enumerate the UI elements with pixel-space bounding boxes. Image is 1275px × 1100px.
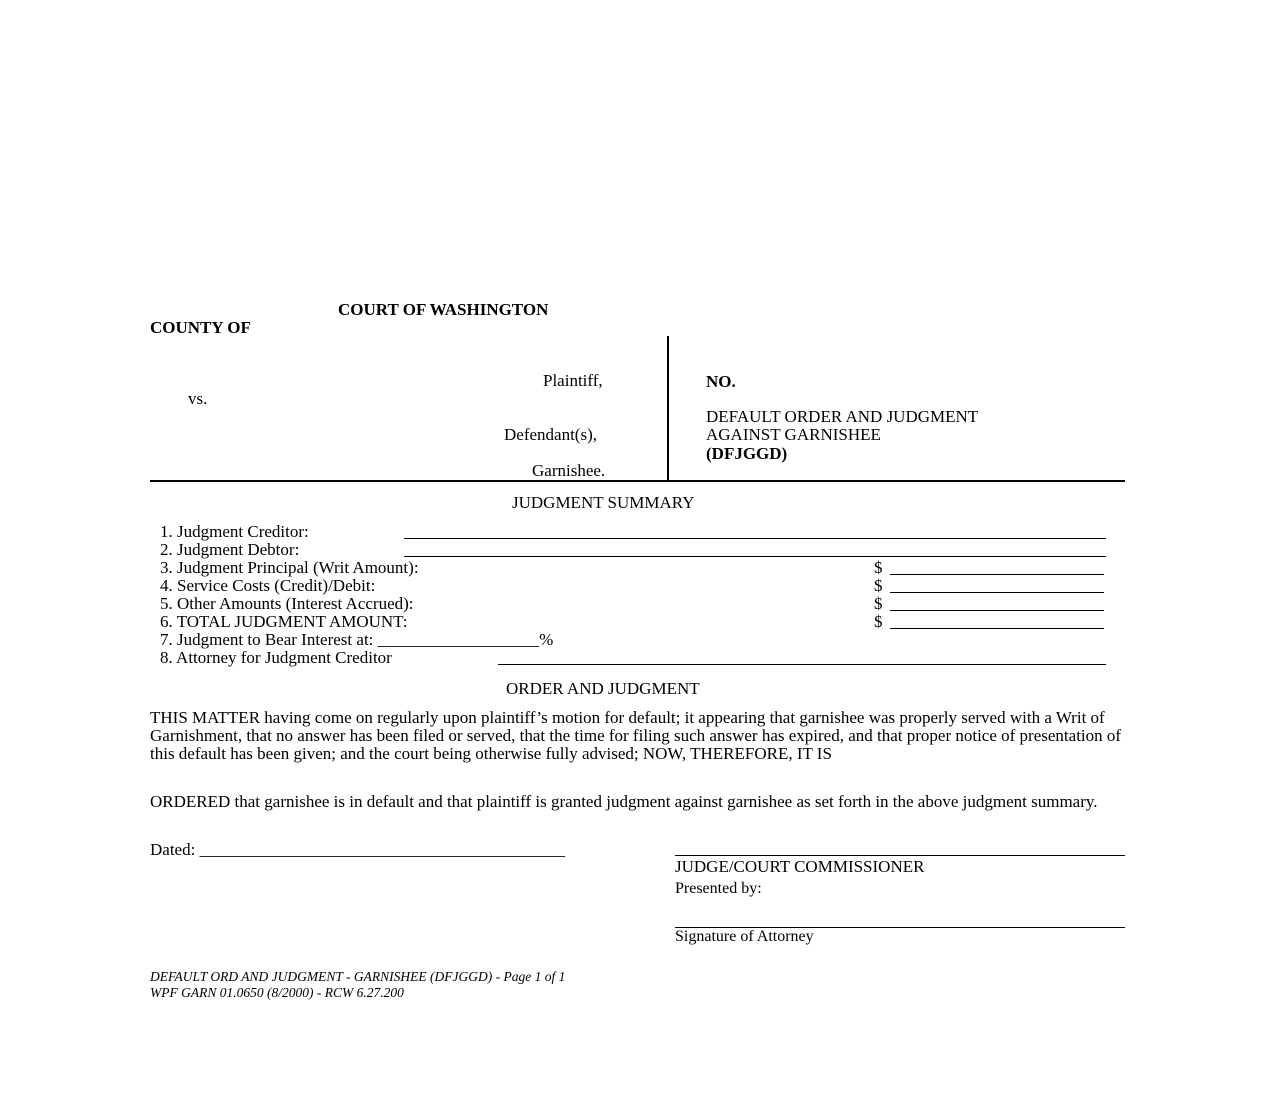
defendant-label: Defendant(s), [504,425,597,444]
footer-line-2: WPF GARN 01.0650 (8/2000) - RCW 6.27.200 [150,985,404,1000]
order-paragraph-1: THIS MATTER having come on regularly upon plaintiff’s motion for default; it appearing that garnishee was properly served with a Writ of Garnishment, that no answer has been filed or served, that the time for filing such answer has expired, and that proper notice of presentation of this default has been given; and the court being otherwise fully advised; NOW, THEREFORE, IT IS [150,708,1122,763]
county-label: COUNTY OF [150,318,251,337]
attorney-blank-line[interactable] [498,664,1106,665]
judge-label: JUDGE/COURT COMMISSIONER [675,857,925,876]
form-title-line1: DEFAULT ORDER AND JUDGMENT [706,407,979,426]
dollar-sign-other: $ [874,594,883,613]
plaintiff-label: Plaintiff, [543,371,603,390]
summary-item-total: 6. TOTAL JUDGMENT AMOUNT: [160,612,408,631]
court-name: COURT OF WASHINGTON [338,300,549,319]
summary-item-attorney: 8. Attorney for Judgment Creditor [160,648,392,667]
debtor-blank-line[interactable] [404,556,1106,557]
case-number-label: NO. [706,372,736,391]
dollar-sign-service: $ [874,576,883,595]
creditor-blank-line[interactable] [404,538,1106,539]
garnishee-label: Garnishee. [532,461,606,480]
caption-bottom-rule [150,480,1125,482]
footer-line-1: DEFAULT ORD AND JUDGMENT - GARNISHEE (DFJGGD) - Page 1 of 1 [150,969,566,984]
principal-amount-line[interactable] [890,574,1104,575]
dollar-sign-principal: $ [874,558,883,577]
summary-item-creditor: 1. Judgment Creditor: [160,522,309,541]
total-amount-line[interactable] [890,628,1104,629]
signature-of-attorney-label: Signature of Attorney [675,928,814,945]
vs-label: vs. [188,389,208,408]
service-amount-line[interactable] [890,592,1104,593]
judgment-summary-heading: JUDGMENT SUMMARY [512,493,695,512]
order-heading: ORDER AND JUDGMENT [506,679,700,698]
summary-item-principal: 3. Judgment Principal (Writ Amount): [160,558,419,577]
form-title-line2: AGAINST GARNISHEE [706,425,881,444]
judge-signature-line[interactable] [675,855,1125,856]
summary-item-other-amounts: 5. Other Amounts (Interest Accrued): [160,594,414,613]
form-code: (DFJGGD) [706,444,788,463]
order-paragraph-2: ORDERED that garnishee is in default and that plaintiff is granted judgment against garnishee as set forth in the above judgment summary. [150,792,1098,811]
dollar-sign-total: $ [874,612,883,631]
summary-item-debtor: 2. Judgment Debtor: [160,540,300,559]
dated-field: Dated: ___________________________________________ [150,840,566,859]
other-amount-line[interactable] [890,610,1104,611]
summary-item-service-costs: 4. Service Costs (Credit)/Debit: [160,576,376,595]
presented-by-label: Presented by: [675,880,762,897]
caption-divider [667,336,669,481]
summary-item-interest: 7. Judgment to Bear Interest at: ___________________% [160,630,554,649]
